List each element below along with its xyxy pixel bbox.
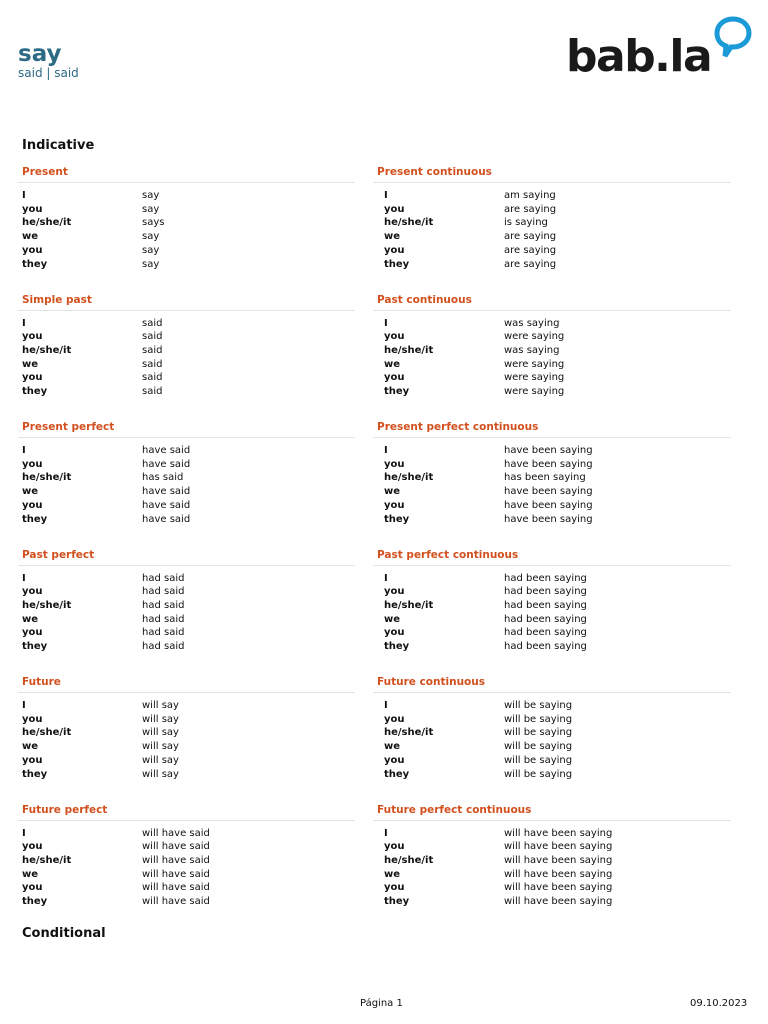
- tense-divider: [18, 820, 355, 821]
- pronoun: I: [384, 190, 388, 201]
- verb-form: am saying: [504, 190, 556, 201]
- conjugation-row: [373, 726, 731, 740]
- verb-form: will have been saying: [504, 854, 613, 866]
- footer-date: 09.10.2023: [690, 998, 748, 1009]
- conjugation-row: [18, 203, 355, 217]
- verb-form: had been saying: [504, 599, 587, 611]
- verb-form: was saying: [504, 317, 560, 329]
- pronoun: we: [22, 231, 39, 243]
- pronoun: you: [384, 627, 405, 639]
- pronoun: they: [384, 513, 410, 525]
- tense-divider: [373, 182, 731, 183]
- conjugation-row: [18, 754, 355, 768]
- tense-title: Future continuous: [377, 676, 485, 688]
- verb-form: will have said: [142, 896, 210, 907]
- conjugation-row: [373, 244, 731, 258]
- conjugation-row: [373, 513, 731, 527]
- tense-title: Future perfect continuous: [377, 803, 532, 816]
- section-conditional: Conditional: [22, 926, 106, 941]
- pronoun: you: [22, 458, 43, 470]
- pronoun: I: [384, 445, 388, 456]
- conjugation-row: [18, 244, 355, 258]
- pronoun: he/she/it: [22, 472, 72, 484]
- verb-form: had been saying: [504, 572, 587, 584]
- pronoun: they: [22, 258, 48, 270]
- pronoun: they: [22, 896, 48, 907]
- tense-block: [373, 676, 731, 786]
- pronoun: we: [384, 613, 401, 625]
- conjugation-row: [373, 385, 731, 399]
- pronoun: I: [22, 827, 26, 839]
- tense-divider: [18, 692, 355, 693]
- conjugation-row: [18, 881, 355, 895]
- pronoun: you: [22, 841, 43, 853]
- tense-title: Simple past: [22, 293, 92, 306]
- verb-form: have said: [142, 486, 191, 498]
- verb-form: will say: [142, 768, 179, 780]
- tense-title: Future perfect: [22, 803, 108, 816]
- verb-form: is saying: [504, 217, 548, 229]
- tense-block: [18, 421, 355, 531]
- verb-form: will have been saying: [504, 827, 613, 839]
- verb-form: said: [142, 331, 163, 343]
- pronoun: we: [22, 868, 39, 880]
- verb-form: have been saying: [504, 486, 593, 498]
- conjugation-row: [373, 599, 731, 613]
- pronoun: you: [22, 754, 43, 766]
- pronoun: we: [22, 486, 39, 498]
- conjugation-row: [18, 613, 355, 627]
- conjugation-row: [18, 840, 355, 854]
- verb-form: have been saying: [504, 513, 593, 525]
- footer-page-number: Página 1: [360, 998, 403, 1009]
- conjugation-row: [18, 216, 355, 230]
- verb-form: will have said: [142, 854, 210, 866]
- conjugation-row: [373, 371, 731, 385]
- conjugation-row: [373, 585, 731, 599]
- conjugation-row: [373, 317, 731, 331]
- conjugation-row: [18, 868, 355, 882]
- verb-form: had said: [142, 613, 185, 625]
- pronoun: they: [384, 896, 410, 907]
- verb-form: will have said: [142, 827, 210, 839]
- pronoun: they: [384, 641, 410, 652]
- conjugation-row: [373, 444, 731, 458]
- conjugation-row: [373, 499, 731, 513]
- pronoun: you: [384, 586, 405, 598]
- section-indicative: Indicative: [22, 138, 95, 153]
- conjugation-row: [18, 854, 355, 868]
- pronoun: you: [384, 331, 405, 343]
- tense-divider: [373, 310, 731, 311]
- tense-divider: [18, 182, 355, 183]
- verb-form: are saying: [504, 244, 557, 256]
- pronoun: we: [22, 741, 39, 753]
- verb-form: were saying: [504, 372, 565, 384]
- tense-block: [18, 804, 355, 914]
- verb-form: said: [142, 358, 163, 370]
- tense-block: [18, 676, 355, 786]
- pronoun: we: [384, 231, 401, 243]
- verb-form: were saying: [504, 386, 565, 397]
- verb-form: will be saying: [504, 727, 573, 739]
- verb-form: will have said: [142, 868, 210, 880]
- pronoun: you: [384, 372, 405, 384]
- pronoun: he/she/it: [384, 727, 434, 739]
- conjugation-row: [18, 585, 355, 599]
- verb-form: will have been saying: [504, 882, 613, 894]
- tense-divider: [373, 437, 731, 438]
- verb-form: will be saying: [504, 768, 573, 780]
- verb-form: have been saying: [504, 445, 593, 456]
- tense-block: [18, 549, 355, 659]
- tense-divider: [373, 692, 731, 693]
- conjugation-row: [373, 358, 731, 372]
- verb-form: will say: [142, 727, 179, 739]
- verb-form: will be saying: [504, 754, 573, 766]
- verb-form: say: [142, 244, 160, 256]
- tense-divider: [18, 565, 355, 566]
- conjugation-row: [18, 626, 355, 640]
- verb-form: was saying: [504, 344, 560, 356]
- pronoun: we: [22, 613, 39, 625]
- verb-form: say: [142, 190, 160, 201]
- tense-block: [373, 804, 731, 914]
- verb-form: had been saying: [504, 586, 587, 598]
- conjugation-row: [373, 344, 731, 358]
- tense-title: Present perfect continuous: [377, 421, 539, 433]
- verb-form: will be saying: [504, 713, 573, 725]
- conjugation-row: [373, 613, 731, 627]
- pronoun: I: [22, 190, 26, 201]
- verb-form: had said: [142, 586, 185, 598]
- verb-form: will be saying: [504, 741, 573, 753]
- verb-form: say: [142, 231, 160, 243]
- pronoun: you: [22, 586, 43, 598]
- pronoun: you: [22, 244, 43, 256]
- pronoun: he/she/it: [22, 727, 72, 739]
- pronoun: they: [22, 386, 48, 397]
- pronoun: he/she/it: [22, 599, 72, 611]
- verb-title: say: [18, 41, 62, 67]
- pronoun: he/she/it: [384, 344, 434, 356]
- conjugation-row: [18, 713, 355, 727]
- verb-forms: said | said: [18, 66, 79, 80]
- conjugation-row: [18, 189, 355, 203]
- verb-form: had said: [142, 599, 185, 611]
- verb-form: said: [142, 386, 163, 397]
- conjugation-row: [373, 699, 731, 713]
- conjugation-row: [18, 485, 355, 499]
- verb-form: had said: [142, 627, 185, 639]
- pronoun: you: [384, 841, 405, 853]
- pronoun: I: [22, 445, 26, 456]
- conjugation-row: [373, 626, 731, 640]
- logo-wordmark: bab.la: [566, 31, 712, 82]
- conjugation-row: [18, 513, 355, 527]
- pronoun: I: [22, 572, 26, 584]
- tense-title: Past continuous: [377, 293, 472, 306]
- conjugation-row: [373, 458, 731, 472]
- pronoun: you: [22, 331, 43, 343]
- conjugation-row: [18, 330, 355, 344]
- verb-form: are saying: [504, 258, 557, 270]
- pronoun: he/she/it: [384, 854, 434, 866]
- verb-form: said: [142, 372, 163, 384]
- conjugation-row: [18, 458, 355, 472]
- verb-form: will have been saying: [504, 841, 613, 853]
- tense-divider: [18, 437, 355, 438]
- verb-form: will say: [142, 713, 179, 725]
- pronoun: you: [384, 203, 405, 215]
- speech-bubble-icon: [714, 16, 752, 60]
- verb-form: say: [142, 203, 160, 215]
- verb-form: will have been saying: [504, 896, 613, 907]
- pronoun: they: [384, 258, 410, 270]
- conjugation-row: [373, 840, 731, 854]
- conjugation-row: [373, 713, 731, 727]
- conjugation-row: [373, 216, 731, 230]
- conjugation-row: [18, 230, 355, 244]
- conjugation-row: [373, 572, 731, 586]
- verb-form: has said: [142, 472, 184, 484]
- tense-title: Future: [22, 676, 61, 688]
- conjugation-row: [373, 485, 731, 499]
- pronoun: I: [22, 317, 26, 329]
- verb-form: have said: [142, 445, 191, 456]
- conjugation-row: [373, 895, 731, 909]
- tense-block: [18, 166, 355, 276]
- tense-block: [373, 294, 731, 404]
- pronoun: they: [384, 768, 410, 780]
- tense-divider: [18, 310, 355, 311]
- pronoun: I: [384, 572, 388, 584]
- pronoun: I: [384, 317, 388, 329]
- verb-form: have been saying: [504, 499, 593, 511]
- verb-form: have been saying: [504, 458, 593, 470]
- verb-form: will say: [142, 700, 179, 711]
- conjugation-row: [18, 572, 355, 586]
- pronoun: we: [384, 868, 401, 880]
- pronoun: I: [384, 700, 388, 711]
- conjugation-row: [18, 768, 355, 782]
- verb-form: were saying: [504, 358, 565, 370]
- verb-form: will say: [142, 741, 179, 753]
- conjugation-row: [18, 385, 355, 399]
- tense-title: Past perfect continuous: [377, 548, 519, 561]
- pronoun: I: [384, 827, 388, 839]
- conjugation-row: [18, 640, 355, 654]
- conjugation-row: [18, 895, 355, 909]
- conjugation-row: [373, 754, 731, 768]
- conjugation-row: [373, 854, 731, 868]
- pronoun: he/she/it: [22, 217, 72, 229]
- pronoun: he/she/it: [22, 854, 72, 866]
- verb-form: will be saying: [504, 700, 573, 711]
- conjugation-row: [18, 599, 355, 613]
- tense-block: [18, 294, 355, 404]
- tense-title: Past perfect: [22, 548, 95, 561]
- babla-logo: [566, 16, 756, 86]
- pronoun: you: [22, 882, 43, 894]
- conjugation-row: [373, 740, 731, 754]
- pronoun: you: [384, 713, 405, 725]
- conjugation-row: [373, 189, 731, 203]
- conjugation-row: [18, 471, 355, 485]
- conjugation-row: [18, 371, 355, 385]
- verb-form: were saying: [504, 331, 565, 343]
- tense-divider: [373, 565, 731, 566]
- verb-form: have said: [142, 499, 191, 511]
- verb-form: say: [142, 258, 160, 270]
- pronoun: they: [22, 768, 48, 780]
- conjugation-row: [18, 699, 355, 713]
- pronoun: they: [384, 386, 410, 397]
- pronoun: you: [384, 882, 405, 894]
- pronoun: they: [22, 513, 48, 525]
- pronoun: you: [384, 244, 405, 256]
- conjugation-row: [18, 344, 355, 358]
- conjugation-row: [18, 740, 355, 754]
- conjugation-row: [373, 471, 731, 485]
- verb-form: have said: [142, 458, 191, 470]
- pronoun: I: [22, 700, 26, 711]
- tense-title: Present perfect: [22, 421, 115, 433]
- conjugation-row: [373, 640, 731, 654]
- pronoun: we: [22, 358, 39, 370]
- verb-form: says: [142, 217, 165, 229]
- conjugation-row: [18, 317, 355, 331]
- pronoun: you: [22, 372, 43, 384]
- conjugation-row: [373, 881, 731, 895]
- verb-form: has been saying: [504, 472, 586, 484]
- pronoun: they: [22, 641, 48, 652]
- pronoun: you: [22, 627, 43, 639]
- verb-form: are saying: [504, 203, 557, 215]
- pronoun: you: [384, 499, 405, 511]
- pronoun: we: [384, 358, 401, 370]
- conjugation-row: [18, 358, 355, 372]
- pronoun: you: [22, 203, 43, 215]
- tense-block: [373, 166, 731, 276]
- pronoun: we: [384, 741, 401, 753]
- conjugation-row: [18, 726, 355, 740]
- pronoun: we: [384, 486, 401, 498]
- tense-title: Present continuous: [377, 166, 492, 178]
- verb-form: will say: [142, 754, 179, 766]
- verb-form: have said: [142, 513, 191, 525]
- pronoun: you: [22, 499, 43, 511]
- verb-form: will have been saying: [504, 868, 613, 880]
- pronoun: you: [384, 754, 405, 766]
- pronoun: he/she/it: [384, 217, 434, 229]
- verb-form: had been saying: [504, 627, 587, 639]
- tense-divider: [373, 820, 731, 821]
- conjugation-row: [373, 258, 731, 272]
- verb-form: will have said: [142, 841, 210, 853]
- conjugation-row: [373, 230, 731, 244]
- conjugation-row: [18, 258, 355, 272]
- tense-block: [373, 421, 731, 531]
- pronoun: you: [384, 458, 405, 470]
- verb-form: had been saying: [504, 641, 587, 652]
- conjugation-row: [373, 868, 731, 882]
- verb-form: said: [142, 344, 163, 356]
- pronoun: he/she/it: [22, 344, 72, 356]
- verb-form: had said: [142, 572, 185, 584]
- pronoun: you: [22, 713, 43, 725]
- verb-form: will have said: [142, 882, 210, 894]
- tense-title: Present: [22, 166, 68, 178]
- verb-form: had been saying: [504, 613, 587, 625]
- verb-form: are saying: [504, 231, 557, 243]
- pronoun: he/she/it: [384, 599, 434, 611]
- pronoun: he/she/it: [384, 472, 434, 484]
- conjugation-row: [373, 768, 731, 782]
- conjugation-row: [373, 330, 731, 344]
- conjugation-row: [18, 499, 355, 513]
- verb-form: said: [142, 317, 163, 329]
- verb-form: had said: [142, 641, 185, 652]
- conjugation-row: [18, 827, 355, 841]
- conjugation-row: [18, 444, 355, 458]
- conjugation-row: [373, 827, 731, 841]
- tense-block: [373, 549, 731, 659]
- conjugation-row: [373, 203, 731, 217]
